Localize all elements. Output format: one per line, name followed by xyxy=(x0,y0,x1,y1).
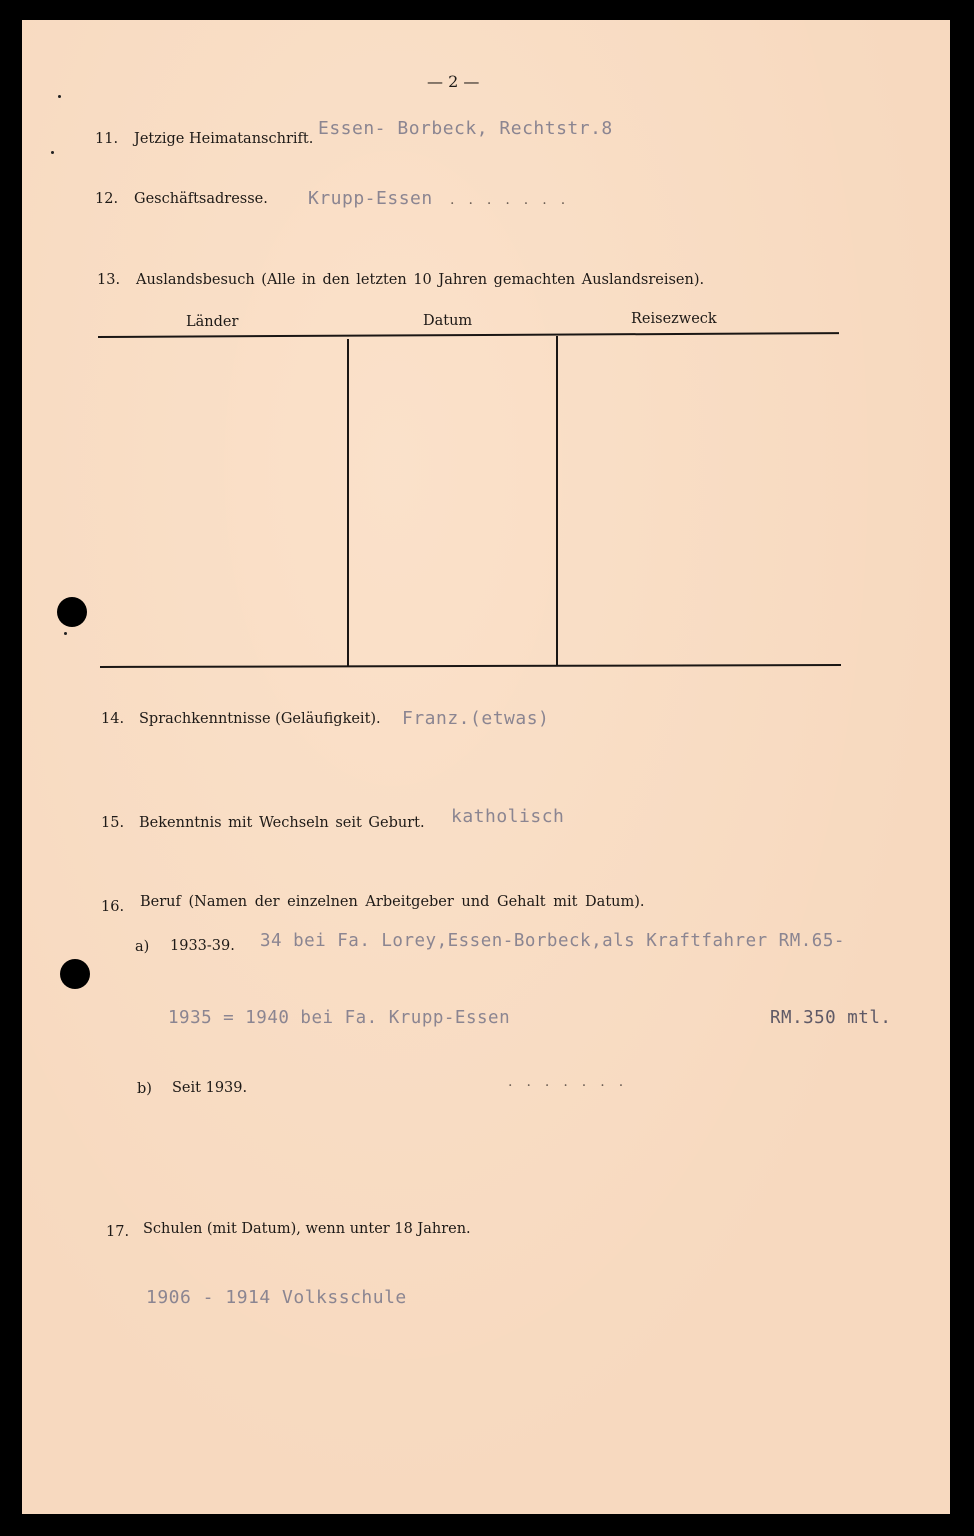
item-12-number: 12. xyxy=(95,191,119,207)
punch-hole-bottom xyxy=(60,959,90,989)
table-column-divider-1 xyxy=(347,339,349,667)
table-bottom-rule xyxy=(100,664,841,668)
leader-dots: ....... xyxy=(508,1074,638,1090)
item-12-label: Geschäftsadresse. xyxy=(134,191,268,207)
item-16-label: Beruf (Namen der einzelnen Arbeitgeber und Gehalt mit Datum). xyxy=(140,894,645,910)
employment-b-label: b) xyxy=(137,1081,152,1097)
table-column-divider-2 xyxy=(556,336,558,666)
item-14-label: Sprachkenntnisse (Geläufigkeit). xyxy=(139,711,381,727)
margin-mark xyxy=(51,151,54,154)
item-14-value: Franz.(etwas) xyxy=(402,708,550,729)
table-header-laender: Länder xyxy=(186,314,239,330)
item-11-value: Essen- Borbeck, Rechtstr.8 xyxy=(318,118,613,139)
item-11-label: Jetzige Heimatanschrift. xyxy=(134,131,314,147)
margin-mark xyxy=(64,632,67,635)
punch-hole-top xyxy=(57,597,87,627)
employment-b-period: Seit 1939. xyxy=(172,1080,248,1096)
item-14-number: 14. xyxy=(101,711,125,727)
item-16-number: 16. xyxy=(101,899,125,915)
item-13-label: Auslandsbesuch (Alle in den letzten 10 Jahren gemachten Auslandsreisen). xyxy=(136,272,705,288)
table-header-datum: Datum xyxy=(423,313,473,329)
employment-a-label: a) xyxy=(135,939,150,955)
item-11-number: 11. xyxy=(95,131,119,147)
item-15-label: Bekenntnis mit Wechseln seit Geburt. xyxy=(139,815,425,831)
item-13-number: 13. xyxy=(97,272,121,288)
item-17-label: Schulen (mit Datum), wenn unter 18 Jahren. xyxy=(143,1221,471,1237)
page-number: — 2 — xyxy=(427,72,480,91)
item-15-value: katholisch xyxy=(451,806,565,827)
leader-dots: ....... xyxy=(450,192,580,208)
employment-a-line2: 1935 = 1940 bei Fa. Krupp-Essen xyxy=(168,1008,511,1028)
item-15-number: 15. xyxy=(101,815,125,831)
margin-mark xyxy=(58,95,61,98)
employment-a-salary: RM.350 mtl. xyxy=(770,1008,892,1028)
employment-a-line1: 34 bei Fa. Lorey,Essen-Borbeck,als Kraftfahrer RM.65- xyxy=(260,931,845,951)
item-12-value: Krupp-Essen xyxy=(308,188,433,209)
item-17-number: 17. xyxy=(106,1224,130,1240)
employment-a-period: 1933-39. xyxy=(170,938,235,954)
table-top-rule xyxy=(98,332,839,338)
schools-entry: 1906 - 1914 Volksschule xyxy=(146,1287,407,1308)
table-header-reisezweck: Reisezweck xyxy=(631,311,717,327)
document-page xyxy=(22,20,950,1514)
